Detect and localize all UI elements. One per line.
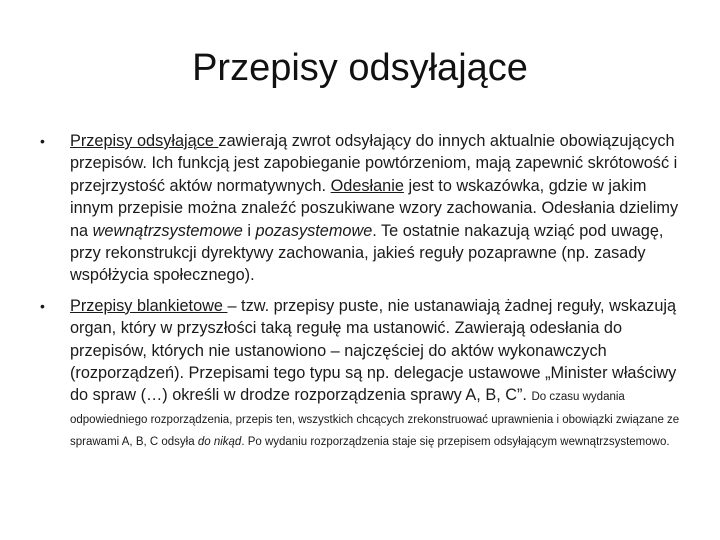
term-odeslanie: Odesłanie <box>330 176 404 195</box>
italic-pozasystemowe: pozasystemowe <box>255 221 373 240</box>
term-przepisy-blankietowe: Przepisy blankietowe <box>70 296 228 315</box>
small-note-text: Do czasu wydania odpowiedniego rozporządzenia, przepis ten, wszystkich chcących zrekonstruować uprawnienia i obowiązki związane ze sprawami A, B, C odsyła <box>70 391 680 449</box>
bullet-text: jest to wskazówka, gdzie w jakim innym przepisie można znaleźć poszukiwane wzory zachowania. Odesłania dzielimy na <box>70 176 679 240</box>
bullet-item-odsylajace <box>40 130 690 287</box>
bullet-item-blankietowe <box>40 295 690 452</box>
italic-wewnatrzsystemowe: wewnątrzsystemowe <box>92 221 243 240</box>
bullet-text: – tzw. przepisy puste, nie ustanawiają żadnej reguły, wskazują organ, który w przyszłości taką regułę ma ustanowić. Zawierają odesłania do przepisów, których nie ustanowiono – najczęściej do aktów wykonawczych (rozporządzeń). Przepisami tego typu są np. delegacje ustawowe „Minister właściwy do spraw (…) określi w drodze rozporządzenia sprawy A, B, C”. <box>70 296 677 405</box>
slide-title: Przepisy odsyłające <box>192 47 528 89</box>
small-note-italic: do nikąd <box>197 436 242 449</box>
bullet-text: . Te ostatnie nakazują wziąć pod uwagę, przy rekonstrukcji dyrektywy zachowania, jakieś reguły pozaprawne (np. zasady współżycia społecznego). <box>70 221 664 285</box>
bullet-text: zawierają zwrot odsyłający do innych aktualnie obowiązujących przepisów. Ich funkcją jest zapobieganie powtórzeniom, mają zapewnić skrótowość i przejrzystość aktów normatywnych. <box>70 132 678 195</box>
bullet-marker: • <box>40 133 45 149</box>
term-przepisy-odsylajace: Przepisy odsyłające <box>70 132 219 150</box>
bullet-text: i <box>242 221 256 240</box>
small-note-text: . Po wydaniu rozporządzenia staje się przepisem odsyłającym wewnątrzsystemowo. <box>241 436 670 449</box>
bullet-list <box>40 130 690 452</box>
bullet-marker: • <box>40 297 45 314</box>
